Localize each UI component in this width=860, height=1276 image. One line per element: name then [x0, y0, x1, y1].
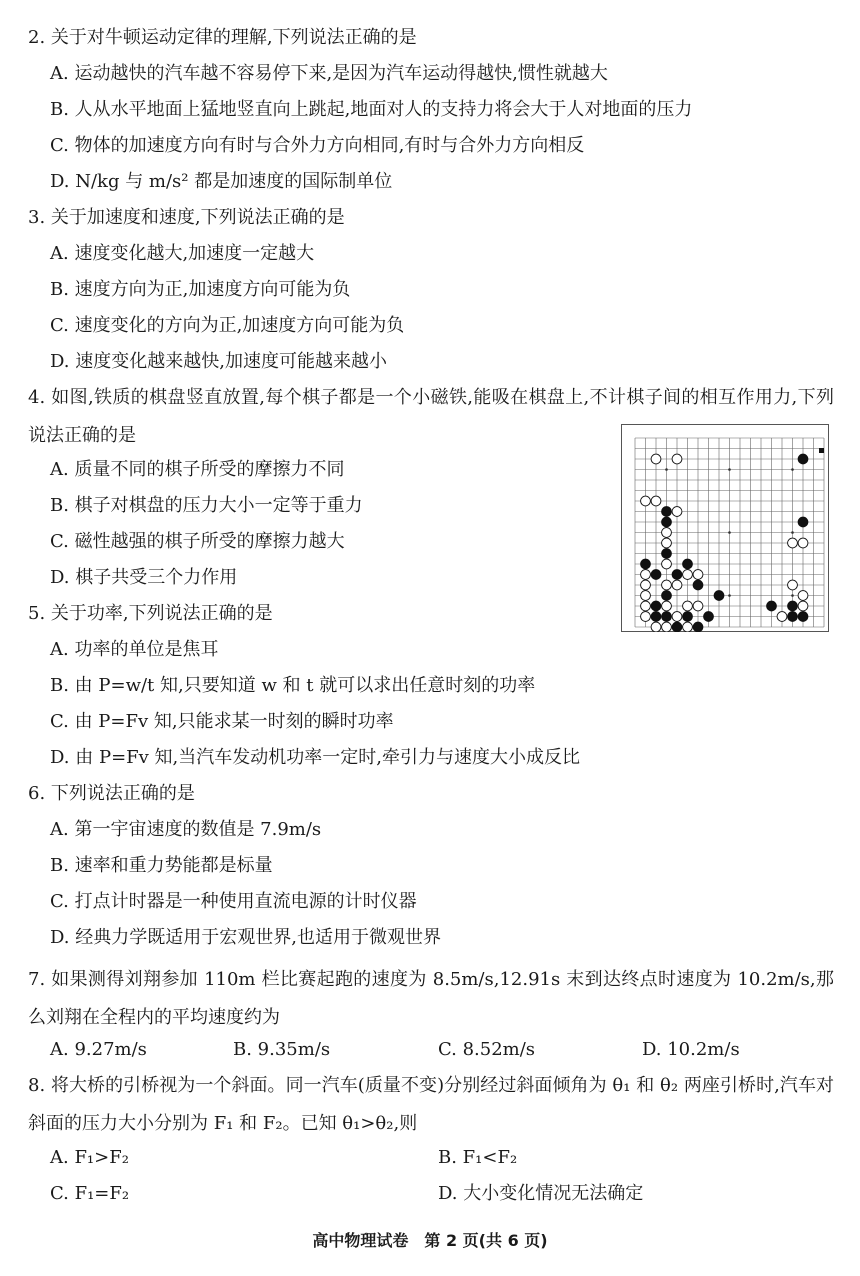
white-stone [641, 496, 651, 506]
question-8-option-b: B. F₁<F₂ [438, 1147, 518, 1168]
black-stone [641, 559, 651, 569]
white-stone [798, 591, 808, 601]
question-6-option-c: C. 打点计时器是一种使用直流电源的计时仪器 [50, 891, 417, 912]
star-point [791, 468, 794, 471]
question-8-option-a: A. F₁>F₂ [50, 1147, 129, 1168]
question-5-option-c: C. 由 P=Fv 知,只能求某一时刻的瞬时功率 [50, 711, 394, 732]
white-stone [662, 622, 672, 632]
black-stone [683, 559, 693, 569]
black-stone [662, 612, 672, 622]
white-stone [683, 622, 693, 632]
white-stone [651, 496, 661, 506]
question-6-stem: 6. 下列说法正确的是 [28, 783, 195, 804]
black-stone [683, 612, 693, 622]
black-stone [672, 570, 682, 580]
white-stone [651, 454, 661, 464]
star-point [728, 531, 731, 534]
white-stone [641, 580, 651, 590]
star-point [728, 594, 731, 597]
black-stone [662, 517, 672, 527]
white-stone [788, 538, 798, 548]
black-stone [662, 549, 672, 559]
white-stone [641, 601, 651, 611]
white-stone [672, 454, 682, 464]
star-point [728, 468, 731, 471]
question-8-stem: 8. 将大桥的引桥视为一个斜面。同一汽车(质量不变)分别经过斜面倾角为 θ₁ 和 θ₂ 两座引桥时,汽车对斜面的压力大小分别为 F₁ 和 F₂。已知 θ₁>θ₂,则 [28, 1075, 834, 1134]
white-stone [641, 570, 651, 580]
white-stone [662, 528, 672, 538]
white-stone [672, 507, 682, 517]
black-stone [788, 601, 798, 611]
white-stone [683, 601, 693, 611]
question-5-option-b: B. 由 P=w/t 知,只要知道 w 和 t 就可以求出任意时刻的功率 [50, 675, 536, 696]
question-2-option-d: D. N/kg 与 m/s² 都是加速度的国际制单位 [50, 171, 393, 192]
question-4-option-b: B. 棋子对棋盘的压力大小一定等于重力 [50, 495, 363, 516]
question-3-option-d: D. 速度变化越来越快,加速度可能越来越小 [50, 351, 387, 372]
black-stone [693, 622, 703, 632]
white-stone [662, 601, 672, 611]
black-stone [693, 580, 703, 590]
question-4-option-a: A. 质量不同的棋子所受的摩擦力不同 [50, 459, 345, 480]
star-point [791, 531, 794, 534]
question-6-option-a: A. 第一宇宙速度的数值是 7.9m/s [50, 819, 322, 840]
black-stone [651, 601, 661, 611]
question-8-option-d: D. 大小变化情况无法确定 [438, 1183, 644, 1204]
white-stone [662, 559, 672, 569]
white-stone [777, 612, 787, 622]
white-stone [672, 612, 682, 622]
white-stone [641, 612, 651, 622]
page-footer: 高中物理试卷 第 2 页(共 6 页) [312, 1231, 548, 1250]
question-7-option-c: C. 8.52m/s [438, 1039, 536, 1060]
question-8-option-c: C. F₁=F₂ [50, 1183, 130, 1204]
black-stone [798, 454, 808, 464]
question-7-option-b: B. 9.35m/s [233, 1039, 331, 1060]
black-stone [662, 591, 672, 601]
white-stone [693, 601, 703, 611]
black-stone [651, 612, 661, 622]
question-3-option-c: C. 速度变化的方向为正,加速度方向可能为负 [50, 315, 405, 336]
question-5-option-a: A. 功率的单位是焦耳 [50, 639, 219, 660]
black-stone [651, 570, 661, 580]
question-5-option-d: D. 由 P=Fv 知,当汽车发动机功率一定时,牵引力与速度大小成反比 [50, 747, 580, 768]
white-stone [788, 580, 798, 590]
question-3-option-a: A. 速度变化越大,加速度一定越大 [50, 243, 315, 264]
corner-marker [819, 448, 824, 453]
question-6-option-b: B. 速率和重力势能都是标量 [50, 855, 273, 876]
go-board-figure [621, 424, 829, 632]
question-4-option-d: D. 棋子共受三个力作用 [50, 567, 238, 588]
white-stone [693, 570, 703, 580]
question-2-option-b: B. 人从水平地面上猛地竖直向上跳起,地面对人的支持力将会大于人对地面的压力 [50, 99, 693, 120]
black-stone [662, 507, 672, 517]
question-3-option-b: B. 速度方向为正,加速度方向可能为负 [50, 279, 351, 300]
black-stone [704, 612, 714, 622]
question-4-option-c: C. 磁性越强的棋子所受的摩擦力越大 [50, 531, 345, 552]
white-stone [651, 622, 661, 632]
white-stone [672, 580, 682, 590]
white-stone [662, 580, 672, 590]
question-4-stem: 4. 如图,铁质的棋盘竖直放置,每个棋子都是一个小磁铁,能吸在棋盘上,不计棋子间的相互作用力,下列说法正确的是 [28, 387, 834, 446]
question-2-option-a: A. 运动越快的汽车越不容易停下来,是因为汽车运动得越快,惯性就越大 [50, 63, 608, 84]
white-stone [641, 591, 651, 601]
star-point [665, 468, 668, 471]
question-3-stem: 3. 关于加速度和速度,下列说法正确的是 [28, 207, 345, 228]
white-stone [798, 601, 808, 611]
white-stone [798, 538, 808, 548]
black-stone [714, 591, 724, 601]
question-2-stem: 2. 关于对牛顿运动定律的理解,下列说法正确的是 [28, 27, 417, 48]
black-stone [767, 601, 777, 611]
question-2-option-c: C. 物体的加速度方向有时与合外力方向相同,有时与合外力方向相反 [50, 135, 585, 156]
black-stone [798, 612, 808, 622]
black-stone [672, 622, 682, 632]
question-7-stem: 7. 如果测得刘翔参加 110m 栏比赛起跑的速度为 8.5m/s,12.91s 末到达终点时速度为 10.2m/s,那么刘翔在全程内的平均速度约为 [28, 969, 834, 1028]
white-stone [662, 538, 672, 548]
star-point [791, 594, 794, 597]
question-5-stem: 5. 关于功率,下列说法正确的是 [28, 603, 273, 624]
question-6-option-d: D. 经典力学既适用于宏观世界,也适用于微观世界 [50, 927, 441, 948]
white-stone [683, 570, 693, 580]
question-7-option-a: A. 9.27m/s [50, 1039, 147, 1060]
black-stone [798, 517, 808, 527]
black-stone [788, 612, 798, 622]
question-7-option-d: D. 10.2m/s [642, 1039, 740, 1060]
